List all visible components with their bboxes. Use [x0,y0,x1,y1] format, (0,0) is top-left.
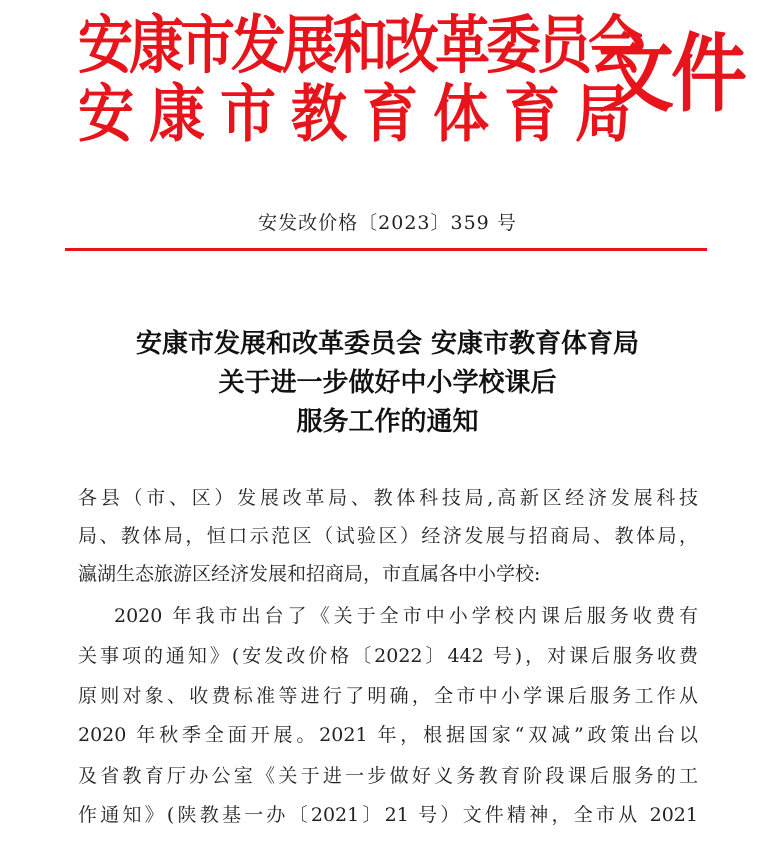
doc-title-line-3: 服务工作的通知 [296,407,479,437]
body-line: 局、教体局，恒口示范区（试验区）经济发展与招商局、教体局， [78,525,698,547]
red-divider [65,248,707,251]
issuer-name-2: 安康市教育体育局 [78,78,646,152]
body-line: 瀛湖生态旅游区经济发展和招商局，市直属各中小学校: [78,563,541,585]
doc-title-line-2: 关于进一步做好中小学校课后 [218,368,557,398]
body-line: 关事项的通知》(安发改价格〔2022〕442 号)，对课后服务收费 [78,645,698,667]
body-line: 作通知》(陕教基一办〔2021〕21 号）文件精神，全市从 2021 [78,804,698,826]
body-line: 2020 年秋季全面开展。2021 年，根据国家“双减”政策出台以 [78,724,698,746]
body-line: 2020 年我市出台了《关于全市中小学校内课后服务收费有 [114,605,698,627]
body-line: 各县（市、区）发展改革局、教体科技局,高新区经济发展科技 [78,487,698,509]
body-line: 及省教育厅办公室《关于进一步做好义务教育阶段课后服务的工 [78,765,698,787]
body-line: 原则对象、收费标准等进行了明确，全市中小学课后服务工作从 [78,685,698,707]
issuer-name-1: 安康市发展和改革委员会 [78,8,640,82]
document-number: 安发改价格〔2023〕359 号 [258,212,517,234]
document-label: 文件 [598,24,744,124]
doc-title-line-1: 安康市发展和改革委员会 安康市教育体育局 [135,329,640,359]
